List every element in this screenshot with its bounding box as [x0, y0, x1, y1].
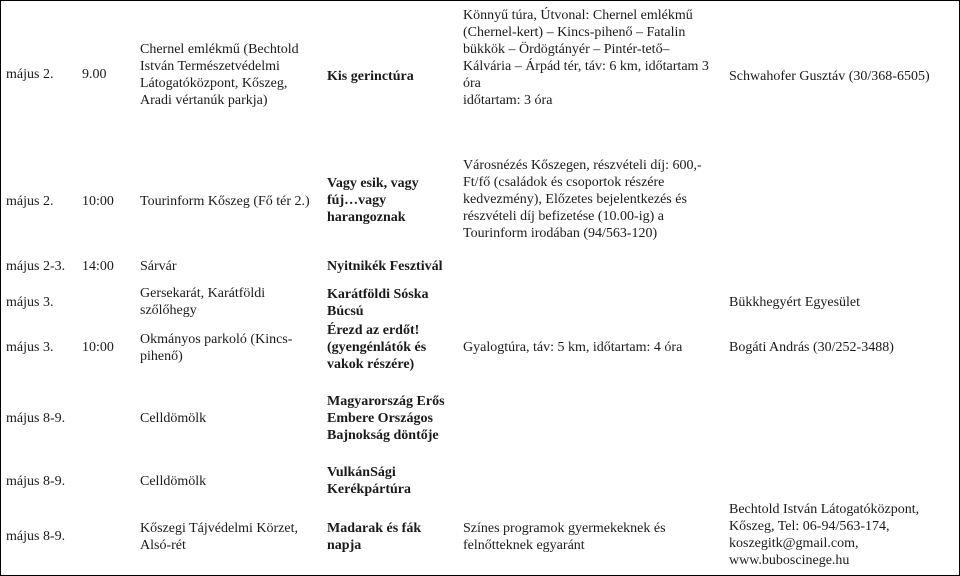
cell-location: Chernel emlékmű (Bechtold István Természetvédelmi Látogatóközpont, Kőszeg, Aradi vértanúk parkja) [140, 42, 299, 108]
cell-event: Karátföldi Sóska Búcsú [327, 287, 429, 319]
cell-date: május 3. [6, 295, 54, 310]
cell-event: Madarak és fák napja [327, 521, 422, 553]
cell-description: Színes programok gyermekeknek és felnőtteknek egyaránt [463, 521, 666, 553]
cell-date: május 2-3. [6, 259, 66, 274]
cell-event: VulkánSági Kerékpártúra [327, 465, 411, 497]
cell-event: Vagy esik, vagy fúj…vagy harangoznak [327, 176, 419, 225]
cell-date: május 2. [6, 67, 54, 82]
cell-time: 10:00 [82, 194, 114, 209]
cell-location: Okmányos parkoló (Kincs- pihenő) [140, 332, 293, 364]
cell-time: 9.00 [82, 67, 107, 82]
cell-location: Celldömölk [140, 411, 207, 426]
table-border [0, 0, 1, 576]
cell-date: május 2. [6, 194, 54, 209]
cell-contact: Bogáti András (30/252-3488) [729, 340, 894, 355]
cell-event: Magyarország Erős Embere Országos Bajnokság döntője [327, 394, 445, 443]
cell-location: Tourinform Kőszeg (Fő tér 2.) [140, 194, 310, 209]
cell-event: Érezd az erdőt! (gyengénlátók és vakok részére) [327, 323, 427, 372]
cell-time: 10:00 [82, 340, 114, 355]
cell-event: Nyitnikék Fesztivál [327, 259, 443, 274]
cell-date: május 8-9. [6, 411, 66, 426]
cell-contact: Schwahofer Gusztáv (30/368-6505) [729, 69, 930, 84]
table-border [0, 0, 960, 1]
cell-location: Celldömölk [140, 474, 207, 489]
cell-contact: Bechtold István Látogatóközpont, Kőszeg, Tel: 06-94/563-174, koszegitk@gmail.com, www.buboscinege.hu [729, 502, 920, 568]
cell-location: Gersekarát, Karátföldi szőlőhegy [140, 286, 266, 318]
cell-description: Könnyű túra, Útvonal: Chernel emlékmű (Chernel-kert) – Kincs-pihenő – Fatalin bükkök – Ördögtányér – Pintér-tető– Kálvária – Árpád tér, táv: 6 km, időtartam 3 óra időtartam: 3 óra [463, 8, 709, 108]
cell-date: május 8-9. [6, 474, 66, 489]
cell-description: Városnézés Kőszegen, részvételi díj: 600,- Ft/fő (családok és csoportok részére kedvezmény), Előzetes bejelentkezés és részvételi díj befizetése (10.00-ig) a Tourinform irodában (94/563-120) [463, 158, 702, 241]
cell-date: május 8-9. [6, 529, 66, 544]
cell-location: Sárvár [140, 259, 177, 274]
cell-contact: Bükkhegyért Egyesület [729, 295, 861, 310]
cell-date: május 3. [6, 340, 54, 355]
cell-event: Kis gerinctúra [327, 69, 414, 84]
cell-time: 14:00 [82, 259, 114, 274]
cell-location: Kőszegi Tájvédelmi Körzet, Alsó-rét [140, 521, 298, 553]
cell-description: Gyalogtúra, táv: 5 km, időtartam: 4 óra [463, 340, 683, 355]
